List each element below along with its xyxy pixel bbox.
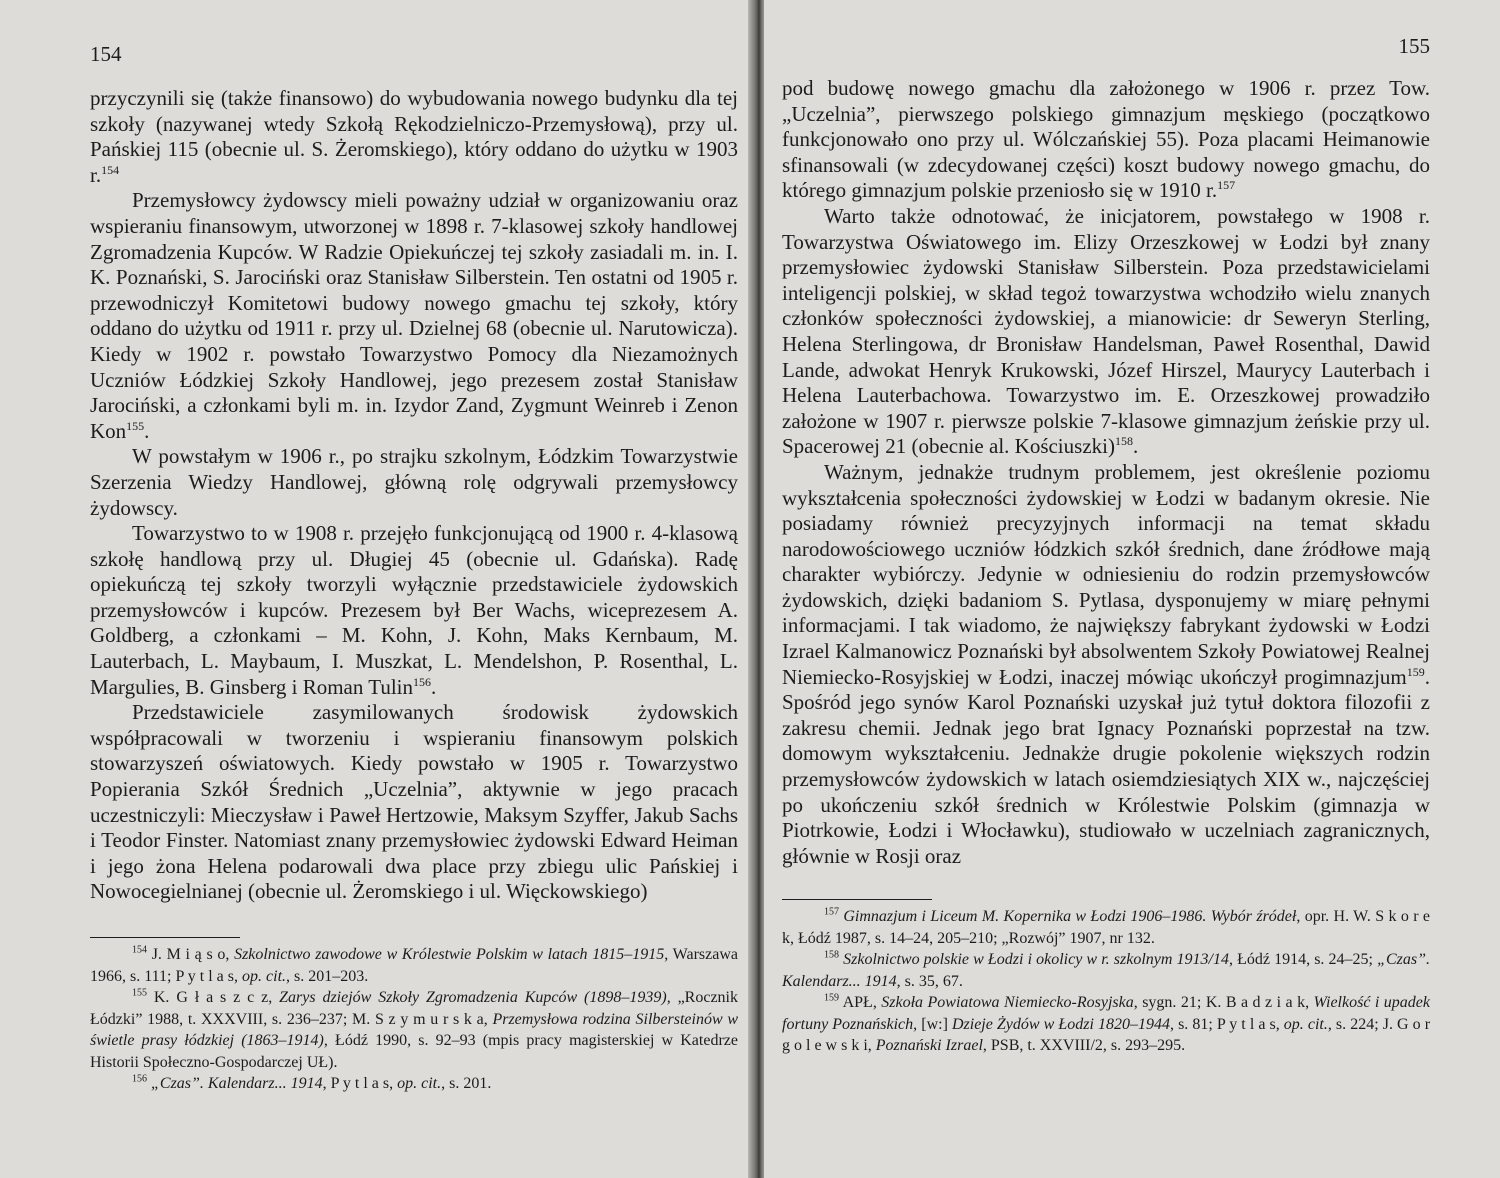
body-text [782, 76, 1430, 869]
paragraph: Przemysłowcy żydowscy mieli poważny udział w organizowaniu oraz wspieraniu finansowym, utworzonej w 1898 r. 7-klasowej szkoły handlowej Zgromadzenia Kupców. W Radzie Opiekuńczej tej szkoły zasiadali m. in. I. K. Poznański, S. Jarociński oraz Stanisław Silberstein. Ten ostatni od 1905 r. przewodniczył Komitetowi budowy nowego gmachu tej szkoły, który oddano do użytku od 1911 r. przy ul. Dzielnej 68 (obecnie ul. Narutowicza). Kiedy w 1902 r. powstało Towarzystwo Pomocy dla Niezamożnych Uczniów Łódzkiej Szkoły Handlowej, jego prezesem został Stanisław Jarociński, a członkami byli m. in. Izydor Zand, Zygmunt Weinreb i Zenon Kon$^{155}$. [90, 188, 738, 443]
footnotes [90, 944, 738, 1095]
footnote: $^{156}$ „Czas”. Kalendarz... 1914, P y t l a s, op. cit., s. 201. [132, 1073, 492, 1092]
body-text [90, 86, 738, 905]
page-number: 154 [90, 42, 122, 66]
paragraph: Towarzystwo to w 1908 r. przejęło funkcjonującą od 1900 r. 4-klasową szkołę handlową przy ul. Długiej 45 (obecnie ul. Gdańska). Radę opiekuńczą tej szkoły tworzyli wyłącznie przedstawiciele żydowskich przemysłowców i kupców. Prezesem był Ber Wachs, wiceprezesem A. Goldberg, a członkami – M. Kohn, J. Kohn, Maks Kernbaum, M. Lauterbach, L. Maybaum, I. Muszkat, L. Mendelshon, P. Rosenthal, L. Margulies, B. Ginsberg i Roman Tulin$^{156}$. [90, 521, 738, 699]
footnotes [782, 906, 1430, 1057]
paragraph: Przedstawiciele zasymilowanych środowisk żydowskich współpracowali w tworzeniu i wspieraniu finansowym polskich stowarzyszeń oświatowych. Kiedy powstało w 1905 r. Towarzystwo Popierania Szkół Średnich „Uczelnia”, aktywnie w jego pracach uczestniczyli: Mieczysław i Paweł Hertzowie, Maksym Szyffer, Jakub Sachs i Teodor Finster. Natomiast znany przemysłowiec żydowski Edward Heiman i jego żona Helena podarowali dwa place przy zbiegu ulic Pańskiej i Nowocegielnianej (obecnie ul. Żeromskiego i ul. Więckowskiego) [90, 700, 738, 904]
page-number: 155 [1398, 34, 1430, 58]
right-page [764, 0, 1500, 1178]
paragraph: Ważnym, jednakże trudnym problemem, jest określenie poziomu wykształcenia społeczności żydowskiej w Łodzi w badanym okresie. Nie posiadamy również precyzyjnych informacji na temat składu narodowościowego uczniów łódzkich szkół średnich, dane źródłowe mają charakter wybiórczy. Jedynie w odniesieniu do rodzin przemysłowców żydowskich, dzięki badaniom S. Pytlasa, dysponujemy w miarę pełnymi informacjami. I tak wiadomo, że największy fabrykant żydowski w Łodzi Izrael Kalmanowicz Poznański był absolwentem Szkoły Powiatowej Realnej Niemiecko-Rosyjskiej w Łodzi, inaczej mówiąc ukończył progimnazjum$^{159}$. Spośród jego synów Karol Poznański uzyskał już tytuł doktora filozofii z zakresu chemii. Jednak jego brat Ignacy Poznański poprzestał na tzw. domowym wykształceniu. Jednakże drugie pokolenie większych rodzin przemysłowców żydowskich w latach osiemdziesiątych XIX w., najczęściej po ukończeniu szkół średnich w Królestwie Polskim (gimnazja w Piotrkowie, Łodzi i Włocławku), studiowało w uczelniach zagranicznych, głównie w Rosji oraz [782, 459, 1430, 868]
footnote-rule [782, 899, 932, 900]
footnote: $^{157}$ Gimnazjum i Liceum M. Kopernika w Łodzi 1906–1986. Wybór źródeł, opr. H. W. S k o r e k, Łódź 1987, s. 14–24, 205–210; „Rozwój” 1907, nr 132. [782, 907, 1431, 947]
paragraph: Warto także odnotować, że inicjatorem, powstałego w 1908 r. Towarzystwa Oświatowego im. Elizy Orzeszkowej w Łodzi był znany przemysłowiec żydowski Stanisław Silberstein. Poza przedstawicielami inteligencji polskiej, w skład tegoż towarzystwa wchodziło wielu znanych członków społeczności żydowskiej, a mianowicie: dr Seweryn Sterling, Helena Sterlingowa, dr Bronisław Handelsman, Paweł Rosenthal, Dawid Lande, adwokat Henryk Krukowski, Józef Hirszel, Maurycy Lauterbach i Helena Lauterbachowa. Towarzystwo im. E. Orzeszkowej prowadziło założone w 1907 r. pierwsze polskie 7-klasowe gimnazjum żeńskie przy ul. Spacerowej 21 (obecnie al. Kościuszki)$^{158}$. [782, 203, 1430, 459]
footnote: $^{159}$ APŁ, Szkoła Powiatowa Niemiecko-Rosyjska, sygn. 21; K. B a d z i a k, Wielkość i upadek fortuny Poznańskich, [w:] Dzieje Żydów w Łodzi 1820–1944, s. 81; P y t l a s, op. cit., s. 224; J. G o r g o l e w s k i, Poznański Izrael, PSB, t. XXVIII/2, s. 293–295. [782, 993, 1431, 1055]
paragraph: pod budowę nowego gmachu dla założonego w 1906 r. przez Tow. „Uczelnia”, pierwszego polskiego gimnazjum męskiego (początkowo funkcjonowało ono przy ul. Wólczańskiej 55). Poza placami Heimanowie sfinansowali (w zdecydowanej części) koszt budowy nowego gmachu, do którego gimnazjum polskie przeniosło się w 1910 r.$^{157}$ [782, 76, 1430, 203]
footnote: $^{158}$ Szkolnictwo polskie w Łodzi i okolicy w r. szkolnym 1913/14, Łódź 1914, s. 24–25; „Czas”. Kalendarz... 1914, s. 35, 67. [782, 950, 1431, 990]
footnote-rule [90, 937, 240, 938]
footnote: $^{154}$ J. M i ą s o, Szkolnictwo zawodowe w Królestwie Polskim w latach 1815–1915, Warszawa 1966, s. 111; P y t l a s, op. cit., s. 201–203. [90, 944, 739, 985]
footnote: $^{155}$ K. G ł a s z c z, Zarys dziejów Szkoły Zgromadzenia Kupców (1898–1939), „Rocznik Łódzki” 1988, t. XXXVIII, s. 236–237; M. S z y m u r s k a, Przemysłowa rodzina Silbersteinów w świetle prasy łódzkiej (1863–1914), Łódź 1990, s. 92–93 (mpis pracy magisterskiej w Katedrze Historii Społeczno-Gospodarczej UŁ). [90, 987, 739, 1071]
paragraph: przyczynili się (także finansowo) do wybudowania nowego budynku dla tej szkoły (nazywanej wtedy Szkołą Rękodzielniczo-Przemysłową), przy ul. Pańskiej 115 (obecnie ul. S. Żeromskiego), który oddano do użytku w 1903 r.$^{154}$ [90, 86, 738, 187]
paragraph: W powstałym w 1906 r., po strajku szkolnym, Łódzkim Towarzystwie Szerzenia Wiedzy Handlowej, główną rolę odgrywali przemysłowcy żydowscy. [90, 444, 738, 520]
